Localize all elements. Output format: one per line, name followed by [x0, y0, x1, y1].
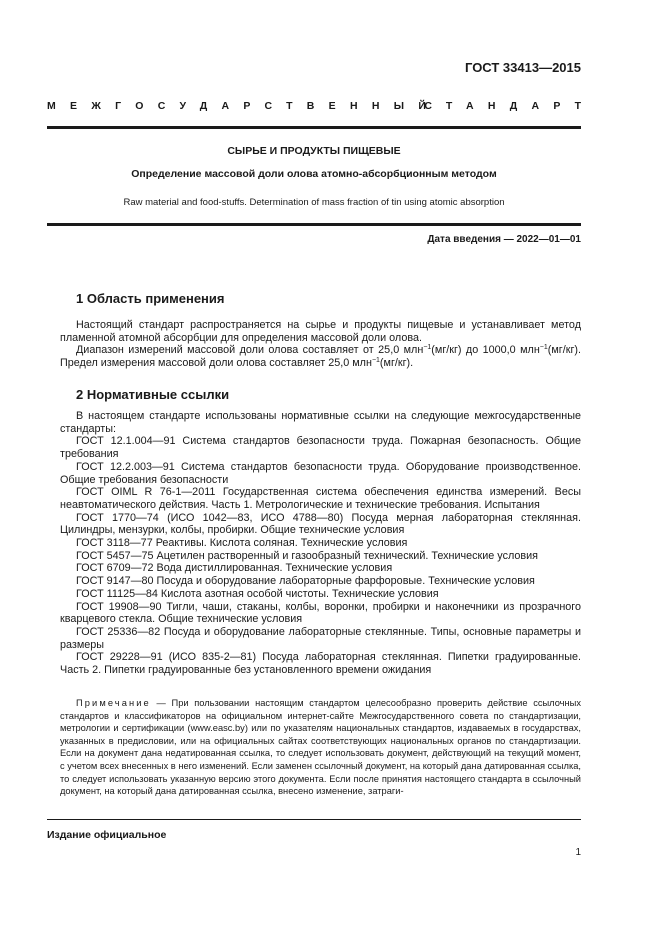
document-code: ГОСТ 33413—2015 — [465, 60, 581, 75]
reference-item: ГОСТ 3118—77 Реактивы. Кислота соляная. Технические условия — [76, 537, 408, 550]
reference-item: ГОСТ 11125—84 Кислота азотная особой чистоты. Технические условия — [76, 587, 439, 600]
document-title: СЫРЬЕ И ПРОДУКТЫ ПИЩЕВЫЕ — [227, 145, 401, 157]
note-label: Примечание — [76, 698, 151, 708]
interstate-standard-banner — [47, 100, 596, 116]
document-subtitle: Определение массовой доли олова атомно-абсорбционным методом — [131, 168, 497, 180]
reference-item: ГОСТ 12.1.004—91 Система стандартов безопасности труда. Пожарная безопасность. Общие требования — [60, 435, 581, 461]
section-1-heading: 1 Область применения — [76, 291, 225, 306]
section-2-intro: В настоящем стандарте использованы нормативные ссылки на следующие межгосударственные стандарты: — [60, 410, 581, 435]
reference-item: ГОСТ 1770—74 (ИСО 1042—83, ИСО 4788—80) Посуда мерная лабораторная стеклянная. Цилиндры, мензурки, колбы, пробирки. Общие технические условия — [60, 511, 581, 537]
reference-item: ГОСТ 29228—91 (ИСО 835-2—81) Посуда лабораторная стеклянная. Пипетки градуированные. Часть 2. Пипетки градуированные без установленного времени ожидания — [60, 651, 581, 677]
top-rule — [47, 126, 581, 129]
reference-item: ГОСТ 12.2.003—91 Система стандартов безопасности труда. Оборудование производственное. Общие требования безопасности — [60, 460, 581, 486]
note-text: — При пользовании настоящим стандартом целесообразно проверить действие ссылочных стандартов и классификаторов на официальном интернет-сайте Межгосударственного совета по стандартизации, метрологии и сертификации (www.easc.by) или по указателям национальных стандартов, издаваемых в государствах, указанных в предисловии, или на официальных сайтах соответствующих национальных органов по стандартизации. Если на документ дана недатированная ссылка, то следует использовать документ, действующий на текущий момент, с учетом всех внесенных в него изменений. Если заменен ссылочный документ, на который дана датированная ссылка, то следует использовать указанную версию этого документа. Если после принятия настоящего стандарта в ссылочный документ, на который дана датированная ссылка, внесено изменение, затраги- — [60, 698, 581, 797]
reference-item: ГОСТ 5457—75 Ацетилен растворенный и газообразный технический. Технические условия — [76, 549, 539, 562]
reference-item: ГОСТ 25336—82 Посуда и оборудование лабораторные стеклянные. Типы, основные параметры и размеры — [60, 625, 581, 651]
section-1-paragraph: Настоящий стандарт распространяется на сырье и продукты пищевые и устанавливает метод пламенной атомной абсорбции для определения массовой доли олова. — [60, 319, 581, 344]
page-number: 1 — [575, 847, 581, 858]
standard-label: СТАНДАРТ — [424, 100, 596, 112]
note-paragraph — [60, 697, 581, 798]
title-rule — [47, 223, 581, 226]
section-2-body — [60, 410, 581, 677]
reference-item: ГОСТ OIML R 76-1—2011 Государственная система обеспечения единства измерений. Весы неавтоматического действия. Часть 1. Метрологические и технические требования. Испытания — [60, 486, 581, 511]
reference-item: ГОСТ 6709—72 Вода дистиллированная. Технические условия — [76, 562, 393, 575]
footer-rule — [47, 819, 581, 820]
section-1-range-paragraph: Диапазон измерений массовой доли олова составляет от 25,0 млн$^{-1}$(мг/кг) до 1000,0 млн$^{-1}$(мг/кг). Предел измерения массовой доли олова составляет 25,0 млн$^{-1}$(мг/кг). — [60, 344, 581, 370]
reference-item: ГОСТ 9147—80 Посуда и оборудование лабораторные фарфоровые. Технические условия — [76, 575, 535, 588]
introduction-date: Дата введения — 2022—01—01 — [427, 234, 581, 245]
interstate-label: МЕЖГОСУДАРСТВЕННЫЙ — [47, 100, 441, 112]
section-2-heading: 2 Нормативные ссылки — [76, 387, 230, 402]
reference-item: ГОСТ 19908—90 Тигли, чаши, стаканы, колбы, воронки, пробирки и наконечники из прозрачного кварцевого стекла. Общие технические условия — [60, 600, 581, 626]
official-edition-label: Издание официальное — [47, 829, 167, 841]
section-1-body — [60, 319, 581, 370]
english-title: Raw material and food-stuffs. Determination of mass fraction of tin using atomic absorption — [123, 197, 505, 208]
note-block — [60, 697, 581, 798]
